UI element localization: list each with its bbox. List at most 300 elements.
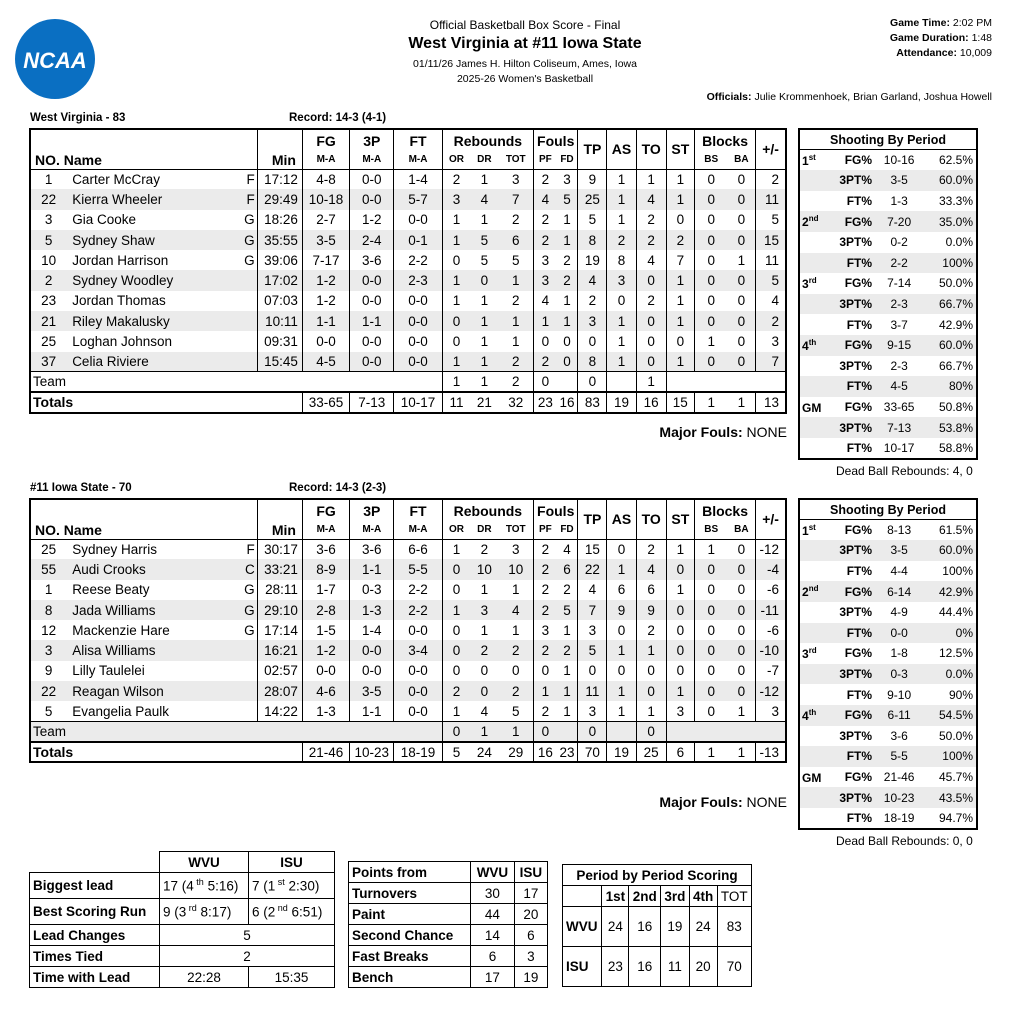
stat-fg: 1-5 bbox=[302, 620, 349, 640]
period-label bbox=[799, 417, 824, 438]
stat-fd: 3 bbox=[563, 171, 571, 187]
stat-ba: 0 bbox=[728, 681, 756, 701]
total-stat: 83 bbox=[578, 392, 607, 412]
player-minutes: 07:03 bbox=[257, 291, 302, 311]
shooting-by-period-title: Shooting By Period bbox=[799, 499, 977, 520]
officials-label: Officials: bbox=[706, 91, 752, 103]
shot-percent: 100% bbox=[923, 253, 977, 274]
shot-percent: 43.5% bbox=[923, 787, 977, 808]
player-minutes: 29:10 bbox=[257, 600, 302, 620]
date-venue: 01/11/26 James H. Hilton Coliseum, Ames, Iowa bbox=[413, 58, 637, 70]
player-name: Carter McCray bbox=[72, 171, 160, 187]
col-or: OR bbox=[442, 521, 470, 539]
col-st: ST bbox=[666, 499, 694, 539]
stat-dr: 1 bbox=[480, 622, 489, 638]
stat-3p: 3-6 bbox=[350, 250, 394, 270]
stat-dr: 5 bbox=[480, 252, 489, 268]
total-stat: -13 bbox=[756, 742, 786, 762]
col-fg: FG bbox=[302, 499, 349, 521]
player-number: 3 bbox=[30, 640, 66, 660]
shot-made-attempted: 7-14 bbox=[887, 276, 912, 291]
stat-fd: 1 bbox=[557, 230, 578, 250]
shot-made-attempted: 9-15 bbox=[875, 335, 923, 356]
stat-as: 1 bbox=[607, 169, 636, 189]
stat-st: 0 bbox=[666, 210, 694, 230]
lead-row-label: Lead Changes bbox=[30, 925, 160, 946]
shot-made-attempted: 18-19 bbox=[883, 810, 915, 825]
team-stat: 1 bbox=[442, 372, 470, 392]
stat-or: 1 bbox=[442, 352, 470, 372]
lead-row-label: Best Scoring Run bbox=[30, 899, 160, 925]
points-wvu: 14 bbox=[471, 925, 514, 946]
points-category: Turnovers bbox=[349, 883, 471, 904]
shot-type: FT% bbox=[824, 623, 875, 644]
shot-made-attempted: 2-2 bbox=[875, 253, 923, 274]
shot-made-attempted: 8-13 bbox=[887, 523, 912, 538]
col-tp: TP bbox=[578, 129, 607, 169]
player-row bbox=[30, 559, 786, 579]
stat-plus-minus: 2 bbox=[756, 311, 786, 331]
col-made-attempted: M-A bbox=[350, 521, 394, 539]
shot-made-attempted: 4-9 bbox=[890, 605, 908, 620]
stat-bs: 0 bbox=[694, 230, 727, 250]
period-col: 3rd bbox=[661, 886, 690, 907]
stat-tp: 2 bbox=[578, 291, 607, 311]
player-number: 2 bbox=[30, 270, 66, 290]
stat-3p: 0-3 bbox=[350, 580, 394, 600]
shot-made-attempted: 9-10 bbox=[887, 687, 912, 702]
shot-made-attempted: 4-4 bbox=[890, 564, 908, 579]
period-label bbox=[799, 746, 824, 767]
stat-fd: 2 bbox=[557, 640, 578, 660]
stat-tot: 2 bbox=[512, 293, 520, 309]
team-stat: 0 bbox=[534, 372, 557, 392]
stat-ft: 1-4 bbox=[394, 169, 442, 189]
stat-fg: 3-6 bbox=[302, 539, 349, 559]
player-name-cell bbox=[66, 580, 257, 600]
period-label bbox=[799, 232, 824, 253]
major-fouls bbox=[659, 424, 787, 440]
shot-percent: 44.4% bbox=[938, 605, 973, 620]
major-fouls-value: NONE bbox=[746, 794, 787, 810]
total-stat: 18-19 bbox=[394, 742, 442, 762]
stat-tot: 1 bbox=[498, 311, 533, 331]
player-name-cell bbox=[66, 331, 257, 351]
stat-ft: 6-6 bbox=[394, 539, 442, 559]
col-fd: FD bbox=[560, 524, 574, 536]
player-name-cell bbox=[66, 620, 257, 640]
shooting-row bbox=[799, 520, 977, 541]
stat-plus-minus: 5 bbox=[756, 270, 786, 290]
stat-ba: 1 bbox=[737, 252, 746, 268]
shooting-row bbox=[799, 767, 977, 788]
shot-type: FG% bbox=[844, 523, 873, 538]
shooting-row bbox=[799, 808, 977, 829]
total-stat: 11 bbox=[442, 392, 470, 412]
shooting-by-period-table bbox=[798, 128, 978, 460]
col-made-attempted: M-A bbox=[394, 521, 442, 539]
stat-bs: 0 bbox=[694, 600, 727, 620]
player-position: G bbox=[244, 232, 255, 248]
col-pf: PF bbox=[534, 521, 557, 539]
shot-type: 3PT% bbox=[824, 540, 875, 561]
player-name: Loghan Johnson bbox=[72, 334, 173, 350]
stat-fd: 1 bbox=[563, 703, 571, 719]
stat-plus-minus: 5 bbox=[756, 210, 786, 230]
stat-st: 0 bbox=[666, 620, 694, 640]
shooting-row bbox=[799, 438, 977, 459]
stat-dr: 1 bbox=[480, 334, 489, 350]
stat-pf: 2 bbox=[534, 539, 557, 559]
stat-pf: 2 bbox=[534, 559, 557, 579]
stat-ba: 0 bbox=[728, 600, 756, 620]
player-row bbox=[30, 189, 786, 209]
total-stat: 1 bbox=[728, 742, 756, 762]
stat-3p: 0-0 bbox=[350, 352, 394, 372]
col-made-attempted: M-A bbox=[302, 151, 349, 169]
col-rebounds: Rebounds bbox=[442, 129, 533, 151]
shot-percent: 61.5% bbox=[938, 523, 973, 538]
period-col: TOT bbox=[717, 886, 752, 907]
stat-ft: 2-3 bbox=[394, 270, 442, 290]
stat-or: 0 bbox=[442, 661, 470, 681]
stat-dr: 1 bbox=[480, 293, 489, 309]
shot-percent: 50.0% bbox=[938, 728, 973, 743]
totals-row bbox=[30, 742, 786, 762]
player-number: 5 bbox=[30, 230, 66, 250]
stat-tot: 3 bbox=[512, 541, 520, 557]
shot-percent: 0% bbox=[923, 623, 977, 644]
stat-bs: 0 bbox=[694, 210, 727, 230]
shooting-row bbox=[799, 643, 977, 664]
shot-type: FG% bbox=[824, 335, 875, 356]
shot-made-attempted: 0-3 bbox=[875, 664, 923, 685]
stat-fd: 2 bbox=[557, 270, 578, 290]
stat-tot: 2 bbox=[498, 681, 533, 701]
stat-ft: 2-2 bbox=[394, 600, 442, 620]
team-row bbox=[30, 722, 786, 742]
period-label: 1st bbox=[802, 152, 816, 168]
period-label: GM bbox=[802, 400, 822, 415]
stat-fg: 4-6 bbox=[302, 681, 349, 701]
stat-tp: 25 bbox=[578, 189, 607, 209]
player-position: G bbox=[244, 602, 255, 618]
total-stat: 23 bbox=[534, 392, 557, 412]
stat-st: 0 bbox=[666, 640, 694, 660]
period-col: 4th bbox=[689, 886, 717, 907]
team-stat: 0 bbox=[578, 722, 607, 742]
stat-plus-minus: 11 bbox=[756, 189, 786, 209]
team-stat bbox=[557, 372, 578, 392]
player-row bbox=[30, 311, 786, 331]
shot-percent: 53.8% bbox=[923, 417, 977, 438]
shot-made-attempted: 3-6 bbox=[890, 728, 908, 743]
stat-ft: 0-0 bbox=[394, 331, 442, 351]
period-label: GM bbox=[802, 770, 822, 785]
stat-ba: 0 bbox=[728, 311, 756, 331]
player-name: Sydney Shaw bbox=[72, 232, 155, 248]
stat-to: 2 bbox=[636, 620, 666, 640]
shot-type: FG% bbox=[844, 770, 873, 785]
game-info bbox=[890, 16, 992, 61]
player-name-cell bbox=[66, 169, 257, 189]
player-minutes: 17:12 bbox=[257, 169, 302, 189]
stat-as: 1 bbox=[607, 681, 636, 701]
player-position: G bbox=[244, 582, 255, 598]
total-stat: 10-23 bbox=[350, 742, 394, 762]
stat-ft: 2-2 bbox=[394, 250, 442, 270]
player-name-cell bbox=[66, 311, 257, 331]
stat-tp: 0 bbox=[578, 331, 607, 351]
player-name: Mackenzie Hare bbox=[72, 622, 170, 638]
period-label bbox=[799, 314, 824, 335]
shooting-row bbox=[799, 664, 977, 685]
stat-pf: 1 bbox=[534, 681, 557, 701]
period-label bbox=[799, 684, 824, 705]
player-row bbox=[30, 539, 786, 559]
points-from-title: Points from bbox=[349, 862, 471, 883]
stat-3p: 2-4 bbox=[350, 230, 394, 250]
stat-tp: 4 bbox=[578, 580, 607, 600]
player-name: Sydney Woodley bbox=[72, 273, 174, 289]
player-minutes: 29:49 bbox=[257, 189, 302, 209]
stat-fd: 1 bbox=[557, 681, 578, 701]
stat-bs: 0 bbox=[694, 270, 727, 290]
stat-fg: 1-1 bbox=[302, 311, 349, 331]
lead-value: 17 (4 $^{th}$ 5:16) bbox=[160, 873, 249, 899]
stat-ft: 0-0 bbox=[394, 311, 442, 331]
shot-percent: 100% bbox=[923, 746, 977, 767]
period-label bbox=[799, 191, 824, 212]
stat-plus-minus: 3 bbox=[756, 331, 786, 351]
stat-ft: 5-7 bbox=[394, 189, 442, 209]
stat-tp: 9 bbox=[578, 169, 607, 189]
player-position: G bbox=[244, 622, 255, 638]
team-name: West Virginia - 83 bbox=[30, 112, 126, 124]
stat-st: 3 bbox=[666, 701, 694, 721]
stat-pf: 1 bbox=[534, 311, 557, 331]
stat-pf: 2 bbox=[534, 210, 557, 230]
player-minutes: 18:26 bbox=[257, 210, 302, 230]
points-category: Second Chance bbox=[349, 925, 471, 946]
period-score: 19 bbox=[661, 907, 690, 947]
player-name: Celia Riviere bbox=[72, 354, 149, 370]
shot-made-attempted: 5-5 bbox=[875, 746, 923, 767]
shooting-by-period-title: Shooting By Period bbox=[799, 129, 977, 150]
stat-bs: 0 bbox=[694, 169, 727, 189]
game-title: West Virginia at #11 Iowa State bbox=[408, 35, 642, 52]
period-scoring-title: Period by Period Scoring bbox=[563, 865, 752, 886]
stat-bs: 1 bbox=[694, 539, 727, 559]
col-made-attempted: M-A bbox=[302, 521, 349, 539]
stat-tot: 2 bbox=[498, 352, 533, 372]
points-wvu: 44 bbox=[471, 904, 514, 925]
col-bs: BS bbox=[694, 521, 727, 539]
stat-bs: 0 bbox=[694, 352, 727, 372]
stat-tot: 5 bbox=[512, 252, 520, 268]
stat-st: 7 bbox=[666, 250, 694, 270]
player-number: 22 bbox=[30, 681, 66, 701]
shooting-row bbox=[799, 581, 977, 602]
stat-fd: 5 bbox=[557, 600, 578, 620]
period-score: 11 bbox=[661, 947, 690, 987]
stat-dr: 2 bbox=[480, 541, 489, 557]
player-name-cell bbox=[66, 352, 257, 372]
stat-st: 0 bbox=[666, 331, 694, 351]
stat-bs: 0 bbox=[694, 701, 727, 721]
stat-tp: 3 bbox=[578, 311, 607, 331]
period-score: 20 bbox=[689, 947, 717, 987]
lead-col-isu: ISU bbox=[249, 852, 335, 873]
stat-or: 1 bbox=[442, 210, 470, 230]
col-plus-minus: +/- bbox=[756, 129, 786, 169]
player-name-cell bbox=[66, 559, 257, 579]
period-label bbox=[799, 623, 824, 644]
points-wvu: 30 bbox=[471, 883, 514, 904]
stat-st: 1 bbox=[666, 311, 694, 331]
ncaa-logo bbox=[13, 18, 97, 100]
stat-pf: 2 bbox=[534, 600, 557, 620]
stat-fd: 1 bbox=[563, 212, 571, 228]
shot-percent: 35.0% bbox=[923, 211, 977, 232]
stat-st: 0 bbox=[666, 661, 694, 681]
total-stat: 19 bbox=[607, 392, 636, 412]
stat-fg: 8-9 bbox=[302, 559, 349, 579]
stat-3p: 0-0 bbox=[350, 189, 394, 209]
stat-as: 0 bbox=[607, 291, 636, 311]
player-name: Jordan Thomas bbox=[72, 293, 166, 309]
stat-or: 2 bbox=[442, 169, 470, 189]
stat-as: 1 bbox=[607, 331, 636, 351]
total-stat: 1 bbox=[694, 742, 727, 762]
team-stat bbox=[557, 722, 578, 742]
major-fouls bbox=[659, 794, 787, 810]
stat-bs: 0 bbox=[694, 580, 727, 600]
stat-as: 8 bbox=[607, 250, 636, 270]
stat-plus-minus: -6 bbox=[756, 620, 786, 640]
stat-fd: 1 bbox=[563, 622, 571, 638]
stat-ba: 0 bbox=[728, 189, 756, 209]
stat-st: 0 bbox=[666, 600, 694, 620]
period-label bbox=[799, 664, 824, 685]
dead-ball-rebounds: Dead Ball Rebounds: 4, 0 bbox=[836, 464, 973, 478]
col-made-attempted: M-A bbox=[350, 151, 394, 169]
stat-3p: 0-0 bbox=[350, 331, 394, 351]
player-name-cell bbox=[66, 291, 257, 311]
stat-3p: 3-6 bbox=[350, 539, 394, 559]
shot-percent: 90% bbox=[948, 687, 973, 702]
points-isu: 6 bbox=[514, 925, 547, 946]
shot-type: 3PT% bbox=[824, 664, 875, 685]
stat-dr: 0 bbox=[470, 270, 498, 290]
team-row-label: Team bbox=[30, 722, 442, 742]
stat-tp: 3 bbox=[578, 620, 607, 640]
col-as: AS bbox=[607, 129, 636, 169]
stat-as: 0 bbox=[607, 539, 636, 559]
shooting-row bbox=[799, 356, 977, 377]
shot-percent: 60.0% bbox=[923, 335, 977, 356]
player-name: Alisa Williams bbox=[72, 643, 156, 659]
shooting-row bbox=[799, 150, 977, 171]
stat-fg: 1-2 bbox=[302, 640, 349, 660]
stat-or: 1 bbox=[442, 291, 470, 311]
shot-made-attempted: 4-5 bbox=[875, 376, 923, 397]
shooting-row bbox=[799, 191, 977, 212]
stat-fd: 1 bbox=[563, 663, 571, 679]
stat-tp: 5 bbox=[578, 640, 607, 660]
stat-3p: 0-0 bbox=[350, 270, 394, 290]
shot-made-attempted: 3-5 bbox=[875, 540, 923, 561]
shot-type: FG% bbox=[844, 153, 873, 168]
player-name: Reagan Wilson bbox=[72, 683, 164, 699]
stat-tot: 1 bbox=[498, 270, 533, 290]
total-stat: 23 bbox=[557, 742, 578, 762]
shooting-row bbox=[799, 211, 977, 232]
period-label: 2nd bbox=[799, 211, 824, 232]
player-name: Gia Cooke bbox=[72, 212, 136, 228]
stat-plus-minus: -12 bbox=[756, 681, 786, 701]
shot-type: 3PT% bbox=[824, 294, 875, 315]
stat-fd: 1 bbox=[563, 293, 571, 309]
stat-ba: 1 bbox=[737, 703, 746, 719]
lead-value: 5 bbox=[160, 925, 335, 946]
stat-bs: 0 bbox=[694, 311, 727, 331]
stat-as: 1 bbox=[607, 640, 636, 660]
player-number: 8 bbox=[30, 600, 66, 620]
player-minutes: 28:07 bbox=[257, 681, 302, 701]
stat-fg: 1-2 bbox=[302, 291, 349, 311]
stat-3p: 1-1 bbox=[350, 701, 394, 721]
shooting-row bbox=[799, 314, 977, 335]
stat-3p: 1-1 bbox=[350, 311, 394, 331]
stat-tot: 1 bbox=[512, 334, 520, 350]
period-score: 16 bbox=[629, 907, 661, 947]
stat-tp: 7 bbox=[578, 600, 607, 620]
total-stat: 29 bbox=[498, 742, 533, 762]
shot-percent: 66.7% bbox=[923, 294, 977, 315]
total-stat: 13 bbox=[756, 392, 786, 412]
points-category: Paint bbox=[349, 904, 471, 925]
col-tot: TOT bbox=[505, 154, 526, 166]
shooting-row bbox=[799, 335, 977, 356]
stat-fg: 3-5 bbox=[302, 230, 349, 250]
total-stat: 6 bbox=[666, 742, 694, 762]
stat-or: 0 bbox=[442, 580, 470, 600]
player-number: 23 bbox=[41, 293, 57, 309]
period-label: 3rd bbox=[802, 275, 817, 291]
player-name-cell bbox=[66, 701, 257, 721]
shot-percent: 80% bbox=[923, 376, 977, 397]
col-made-attempted: M-A bbox=[394, 151, 442, 169]
stat-as: 9 bbox=[607, 600, 636, 620]
stat-dr: 2 bbox=[470, 640, 498, 660]
stat-fg: 2-7 bbox=[302, 210, 349, 230]
stat-bs: 0 bbox=[694, 189, 727, 209]
stat-fg: 0-0 bbox=[302, 331, 349, 351]
player-name: Jordan Harrison bbox=[72, 252, 169, 268]
team-stat: 0 bbox=[442, 722, 470, 742]
stat-as: 1 bbox=[607, 559, 636, 579]
stat-or: 0 bbox=[442, 640, 470, 660]
stat-tp: 8 bbox=[578, 352, 607, 372]
stat-tp: 3 bbox=[578, 701, 607, 721]
stat-or: 1 bbox=[442, 539, 470, 559]
shot-type: 3PT% bbox=[839, 358, 873, 373]
stat-plus-minus: 4 bbox=[756, 291, 786, 311]
period-col: 2nd bbox=[629, 886, 661, 907]
stat-ft: 0-0 bbox=[394, 210, 442, 230]
shooting-row bbox=[799, 787, 977, 808]
